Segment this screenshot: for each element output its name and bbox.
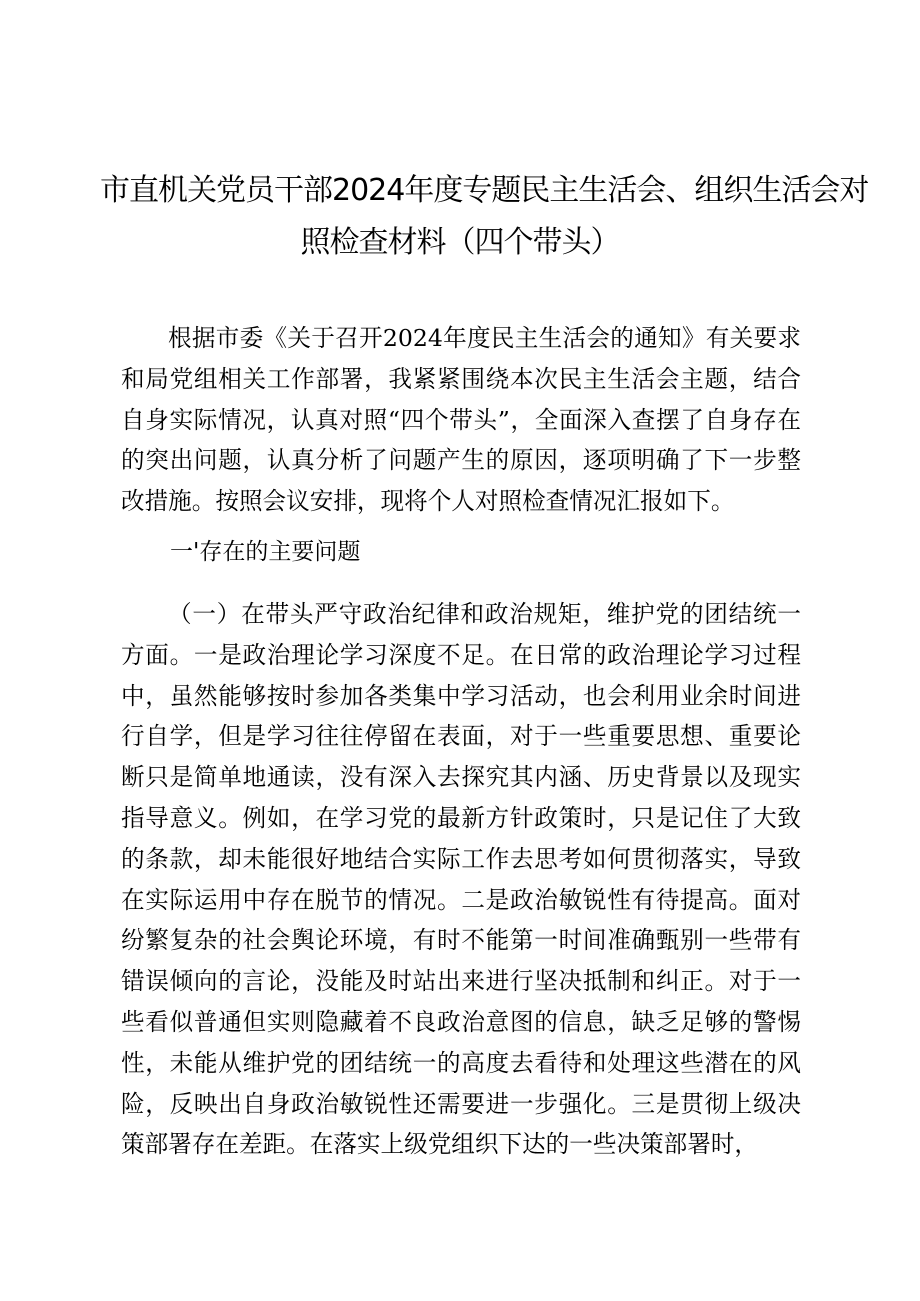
section-heading: 一'存在的主要问题 [170,539,361,565]
section-1-paragraph: （一）在带头严守政治纪律和政治规矩，维护党的团结统一方面。一是政治理论学习深度不足。在日常的政治理论学习过程中，虽然能够按时参加各类集中学习活动，也会利用业余时间进行自学，但是学习往往停留在表面，对于一些重要思想、重要论断只是简单地通读，没有深入去探究其内涵、历史背景以及现实指导意义。例如，在学习党的最新方针政策时，只是记住了大致的条款，却未能很好地结合实际工作去思考如何贯彻落实，导致在实际运用中存在脱节的情况。二是政治敏锐性有待提高。面对纷繁复杂的社会舆论环境，有时不能第一时间准确甄别一些带有错误倾向的言论，没能及时站出来进行坚决抵制和纠正。对于一些看似普通但实则隐藏着不良政治意图的信息，缺乏足够的警惕性，未能从维护党的团结统一的高度去看待和处理这些潜在的风险，反映出自身政治敏锐性还需要进一步强化。三是贯彻上级决策部署存在差距。在落实上级党组织下达的一些决策部署时， [121,600,801,1159]
intro-paragraph: 根据市委《关于召开2024年度民主生活会的通知》有关要求和局党组相关工作部署，我紧紧围绕本次民主生活会主题，结合自身实际情况，认真对照“四个带头”，全面深入查摆了自身存在的突出问题，认真分析了问题产生的原因，逐项明确了下一步整改措施。按照会议安排，现将个人对照检查情况汇报如下。 [121,324,801,516]
document-title-line-1: 市直机关党员干部2024年度专题民主生活会、组织生活会对 [100,173,869,208]
document-title-line-2: 照检查材料（四个带头） [300,225,620,260]
